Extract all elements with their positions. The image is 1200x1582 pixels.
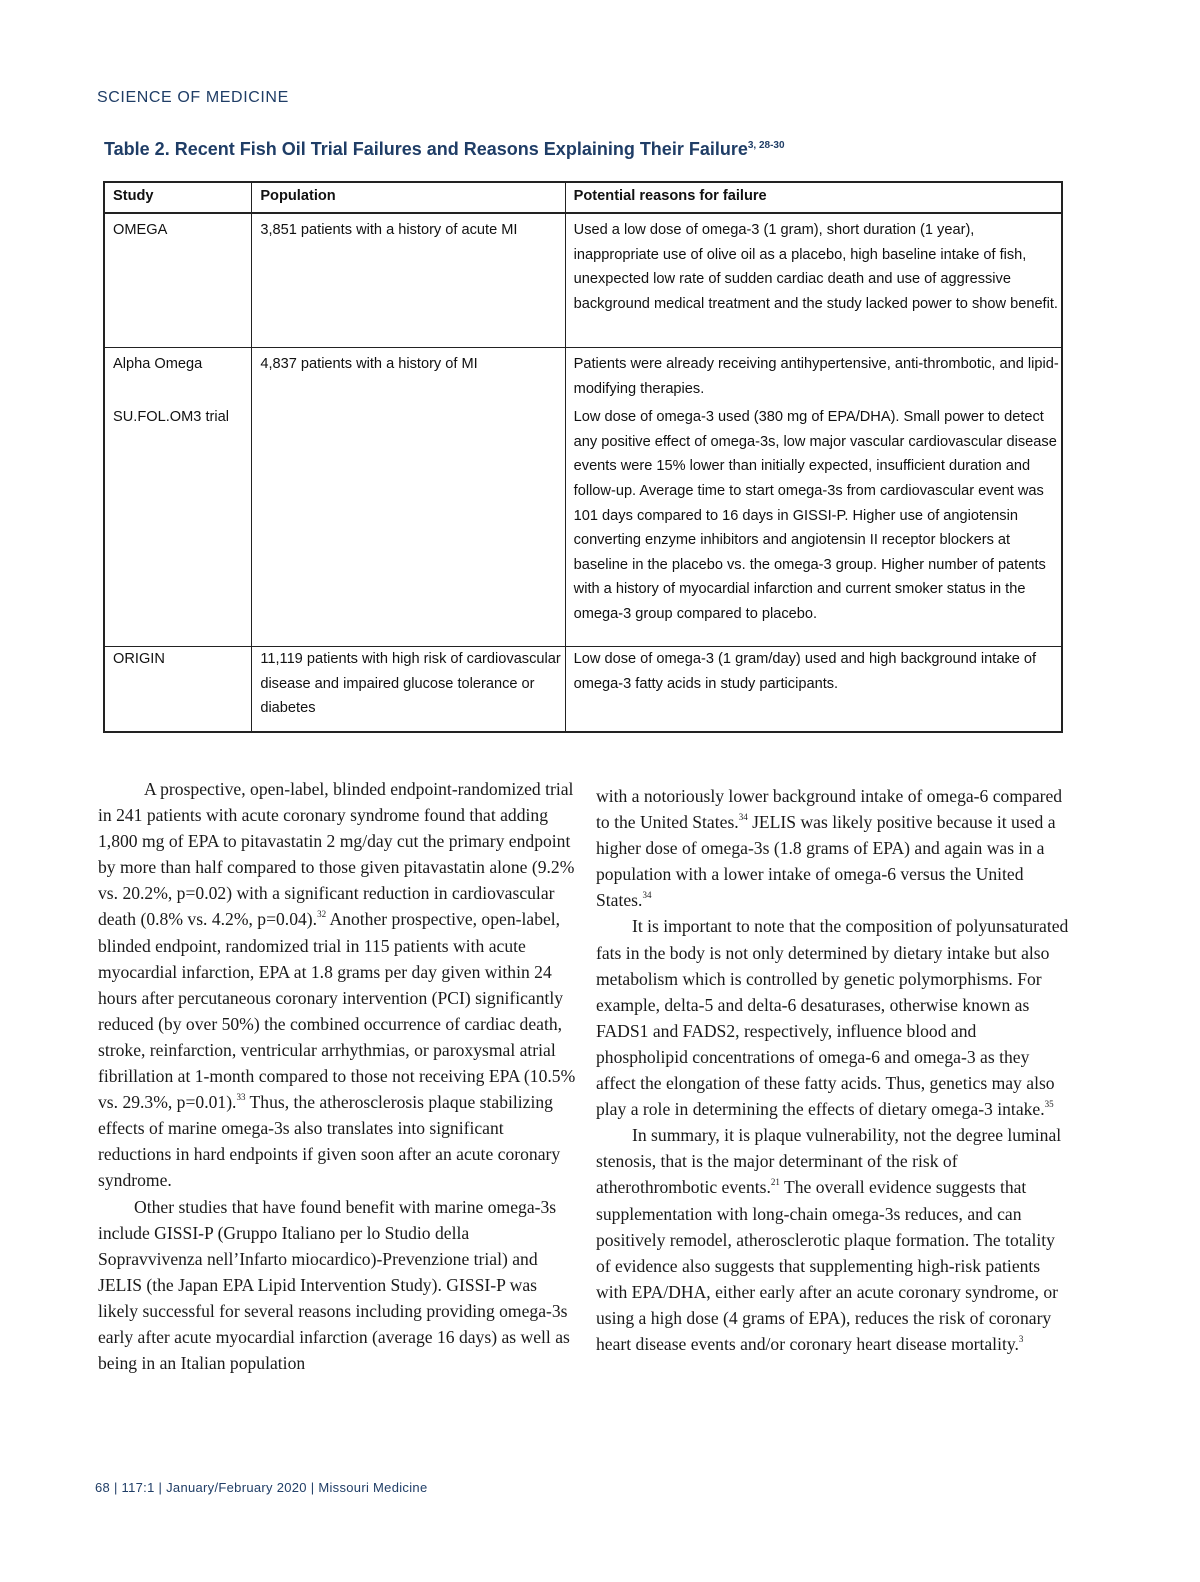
paragraph — [596, 1122, 1072, 1357]
paragraph — [596, 783, 1072, 913]
table-caption — [104, 139, 785, 160]
column-header-population: Population — [252, 182, 565, 213]
table-row — [104, 348, 1062, 402]
table-row — [104, 401, 1062, 647]
population-cell: 3,851 patients with a history of acute MI — [252, 213, 565, 348]
paragraph-text: The overall evidence suggests that supplementation with long-chain omega-3s reduces, and can positively remodel, atherosclerotic plaque formation. The totality of evidence also suggests that supplementing high-risk patients with EPA/DHA, either early after an acute coronary syndrome, or using a high dose (4 grams of EPA), reduces the risk of coronary heart disease events and/or coronary heart disease mortality. — [596, 1177, 1059, 1354]
body-column-left — [98, 776, 576, 1376]
population-cell: 11,119 patients with high risk of cardiovascular disease and impaired glucose tolerance or diabetes — [252, 647, 565, 733]
column-header-study: Study — [104, 182, 252, 213]
population-cell: 4,837 patients with a history of MI — [252, 348, 565, 402]
table-title-references: 3, 28-30 — [747, 140, 785, 151]
table-header-row — [104, 182, 1062, 213]
section-label: SCIENCE OF MEDICINE — [97, 89, 289, 106]
study-cell: ORIGIN — [104, 647, 252, 733]
paragraph-text: Another prospective, open-label, blinded endpoint, randomized trial in 115 patients with acute myocardial infarction, EPA at 1.8 grams per day given within 24 hours after percutaneous coronary intervention (PCI) significantly reduced (by over 50%) the combined occurrence of cardiac death, stroke, reinfarction, ventricular arrhythmias, or paroxysmal atrial fibrillation at 1-month compared to those not receiving EPA (10.5% vs. 29.3%, p=0.01). — [98, 909, 576, 1113]
citation: 35 — [1044, 1099, 1054, 1110]
paragraph-text: A prospective, open-label, blinded endpoint-randomized trial in 241 patients with acute coronary syndrome found that adding 1,800 mg of EPA to pitavastatin 2 mg/day cut the primary endpoint by more than half compared to those given pitavastatin alone (9.2% vs. 20.2%, p=0.02) with a significant reduction in cardiovascular death (0.8% vs. 4.2%, p=0.04). — [98, 779, 575, 930]
paragraph — [98, 776, 576, 1194]
study-cell: Alpha Omega — [104, 348, 252, 402]
reasons-cell: Low dose of omega-3 (1 gram/day) used and high background intake of omega-3 fatty acids in study participants. — [565, 647, 1062, 733]
paragraph-text: In summary, it is plaque vulnerability, not the degree luminal stenosis, that is the major determinant of the risk of atherothrombotic events. — [596, 1125, 1062, 1198]
citation: 3 — [1018, 1333, 1024, 1344]
paragraph: Other studies that have found benefit with marine omega-3s include GISSI-P (Gruppo Italiano per lo Studio della Sopravvivenza nell’Infarto miocardico)-Prevenzione trial) and JELIS (the Japan EPA Lipid Intervention Study). GISSI-P was likely successful for several reasons including providing omega-3s early after acute myocardial infarction (average 16 days) as well as being in an Italian population — [98, 1196, 570, 1374]
citation: 33 — [236, 1092, 246, 1103]
study-cell: SU.FOL.OM3 trial — [104, 401, 252, 647]
citation: 34 — [642, 890, 652, 901]
citation: 34 — [738, 812, 748, 823]
column-header-reasons: Potential reasons for failure — [565, 182, 1062, 213]
table-title: Table 2. Recent Fish Oil Trial Failures and Reasons Explaining Their Failure — [104, 139, 748, 159]
citation: 32 — [317, 909, 327, 920]
reasons-cell: Patients were already receiving antihypertensive, anti-thrombotic, and lipid-modifying therapies. — [565, 348, 1062, 402]
page-footer: 68 | 117:1 | January/February 2020 | Missouri Medicine — [95, 1480, 428, 1495]
body-column-right — [596, 783, 1072, 1357]
reasons-cell: Low dose of omega-3 used (380 mg of EPA/DHA). Small power to detect any positive effect of omega-3s, low major vascular cardiovascular disease events were 15% lower than initially expected, insufficient duration and follow-up. Average time to start omega-3s from cardiovascular event was 101 days compared to 16 days in GISSI-P. Higher use of angiotensin converting enzyme inhibitors and angiotensin II receptor blockers at baseline in the placebo vs. the omega-3 group. Higher number of patents with a history of myocardial infarction and current smoker status in the omega-3 group compared to placebo. — [565, 401, 1062, 647]
paragraph-text: It is important to note that the composition of polyunsaturated fats in the body is not only determined by dietary intake but also metabolism which is controlled by genetic polymorphisms. For example, delta-5 and delta-6 desaturases, otherwise known as FADS1 and FADS2, respectively, influence blood and phospholipid concentrations of omega-6 and omega-3 as they affect the elongation of these fatty acids. Thus, genetics may also play a role in determining the effects of dietary omega-3 intake. — [596, 916, 1069, 1120]
table-row — [104, 647, 1062, 733]
population-cell — [252, 401, 565, 647]
paragraph-text: Thus, the atherosclerosis plaque stabilizing effects of marine omega-3s also translates into significant reductions in hard endpoints if given soon after an acute coronary syndrome. — [98, 1092, 561, 1191]
study-cell: OMEGA — [104, 213, 252, 348]
trial-failures-table — [103, 181, 1063, 733]
reasons-cell: Used a low dose of omega-3 (1 gram), short duration (1 year), inappropriate use of olive oil as a placebo, high baseline intake of fish, unexpected low rate of sudden cardiac death and use of aggressive background medical treatment and the study lacked power to show benefit. — [565, 213, 1062, 348]
citation: 21 — [770, 1177, 780, 1188]
paragraph-text: with a notoriously lower background intake of omega-6 compared to the United States. — [596, 786, 1063, 833]
paragraph-text: JELIS was likely positive because it used a higher dose of omega-3s (1.8 grams of EPA) and again was in a population with a lower intake of omega-6 versus the United States. — [596, 812, 1056, 911]
paragraph — [596, 913, 1072, 1122]
table-row — [104, 213, 1062, 348]
